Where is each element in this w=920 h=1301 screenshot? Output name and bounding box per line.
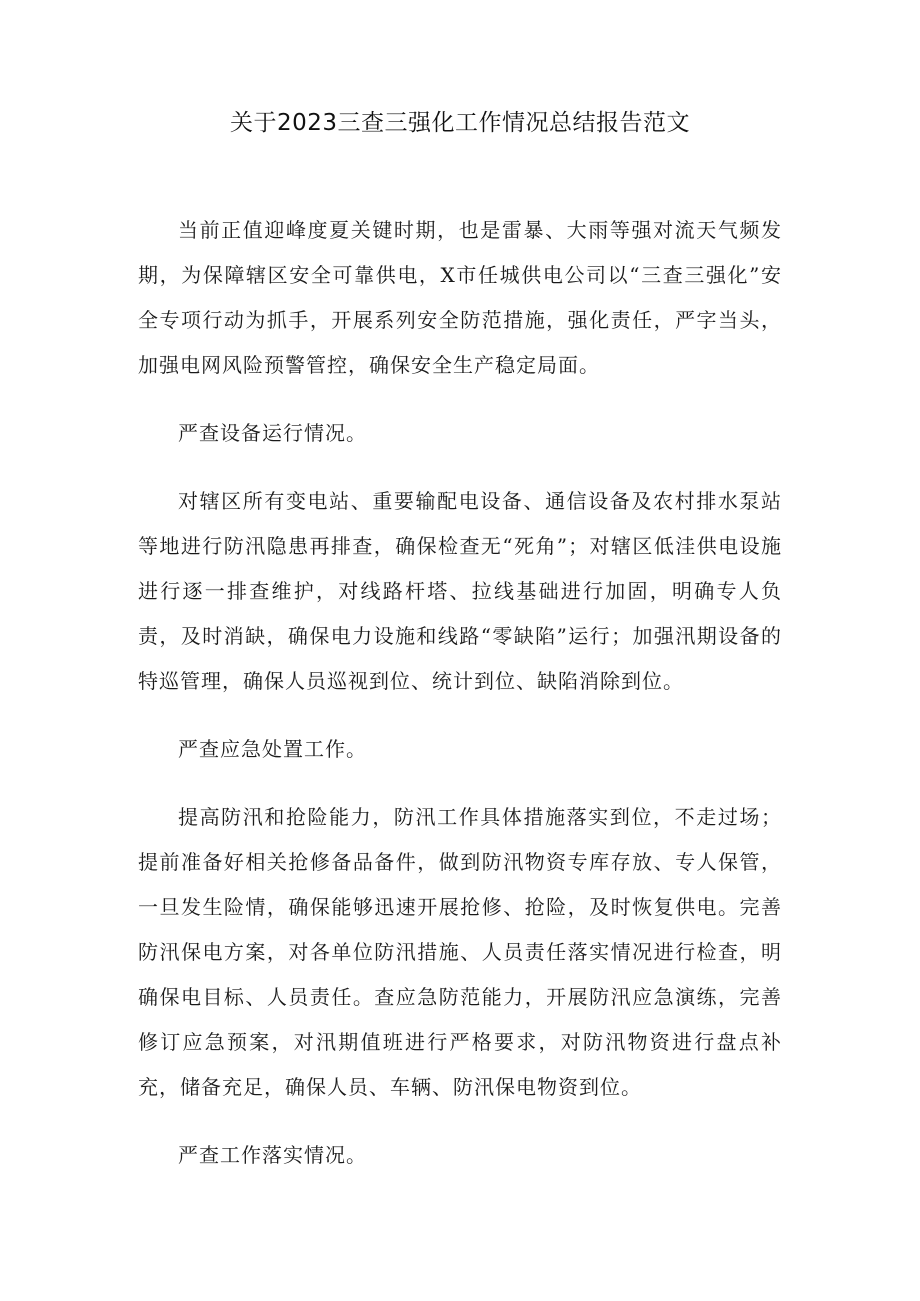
section-heading-emergency: 严查应急处置工作。: [178, 737, 367, 761]
paragraph-intro: 当前正值迎峰度夏关键时期，也是雷暴、大雨等强对流天气频发期，为保障辖区安全可靠供电，X市任城供电公司以“三查三强化”安全专项行动为抓手，开展系列安全防范措施，强化责任，严字当头，加强电网风险预警管控，确保安全生产稳定局面。: [138, 218, 782, 377]
section-heading-implementation: 严查工作落实情况。: [178, 1143, 367, 1167]
section-heading-equipment: 严查设备运行情况。: [178, 421, 367, 445]
document-title: 关于2023三查三强化工作情况总结报告范文: [229, 110, 691, 136]
document-body: [138, 208, 782, 1178]
paragraph-equipment: 对辖区所有变电站、重要输配电设备、通信设备及农村排水泵站等地进行防汛隐患再排查，确保检查无“死角”；对辖区低洼供电设施进行逐一排查维护，对线路杆塔、拉线基础进行加固，明确专人负责，及时消缺，确保电力设施和线路“零缺陷”运行；加强汛期设备的特巡管理，确保人员巡视到位、统计到位、缺陷消除到位。: [138, 489, 782, 693]
paragraph-emergency: 提高防汛和抢险能力，防汛工作具体措施落实到位，不走过场；提前准备好相关抢修备品备件，做到防汛物资专库存放、专人保管，一旦发生险情，确保能够迅速开展抢修、抢险，及时恢复供电。完善防汛保电方案，对各单位防汛措施、人员责任落实情况进行检查，明确保电目标、人员责任。查应急防范能力，开展防汛应急演练，完善修订应急预案，对汛期值班进行严格要求，对防汛物资进行盘点补充，储备充足，确保人员、车辆、防汛保电物资到位。: [138, 805, 782, 1099]
